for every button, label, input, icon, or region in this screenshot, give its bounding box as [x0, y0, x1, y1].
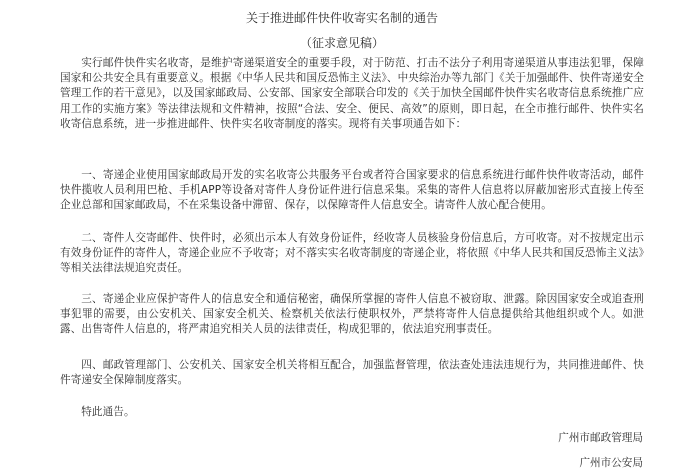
document-title: 关于推进邮件快件收寄实名制的通告: [245, 11, 438, 25]
intro-paragraph: 实行邮件快件实名收寄，是维护寄递渠道安全的重要手段，对于防范、打击不法分子利用寄递渠道从事违法犯罪，保障国家和公共安全具有重要意义。根据《中华人民共和国反恐怖主义法》、中央综治办等九部门《关于加强邮件、快件寄递安全管理工作的若干意见》，以及国家邮政局、公安部、国家安全部联合印发的《关于加快全国邮件快件实名收寄信息系统推广应用工作的实施方案》等法律法规和文件精神，按照“合法、安全、便民、高效”的原则，即日起，在全市推行邮件、快件实名收寄信息系统，进一步推进邮件、快件实名收寄制度的落实。现将有关事项通告如下：: [60, 57, 644, 130]
signature-public-security-bureau: 广州市公安局: [579, 457, 643, 469]
item-four-paragraph: 四、邮政管理部门、公安机关、国家安全机关将相互配合，加强监督管理，依法查处违法违规行为，共同推进邮件、快件寄递安全保障制度落实。: [60, 359, 644, 387]
closing-paragraph: 特此通告。: [81, 406, 135, 418]
document-subtitle: （征求意见稿）: [299, 36, 384, 50]
item-two-paragraph: 二、寄件人交寄邮件、快件时，必须出示本人有效身份证件，经收寄人员核验身份信息后，方可收寄。对不按规定出示有效身份证件的寄件人，寄递企业应不予收寄；对不落实实名收寄制度的寄递企业，将依照《中华人民共和国反恐怖主义法》等相关法律法规追究责任。: [60, 232, 644, 275]
item-three-paragraph: 三、寄递企业应保护寄件人的信息安全和通信秘密，确保所掌握的寄件人信息不被窃取、泄露。除因国家安全或追查刑事犯罪的需要，由公安机关、国家安全机关、检察机关依法行使职权外，严禁将寄件人信息提供给其他组织或个人。如泄露、出售寄件人信息的，将严肃追究相关人员的法律责任，构成犯罪的，依法追究刑事责任。: [60, 293, 644, 336]
signature-postal-bureau: 广州市邮政管理局: [558, 432, 643, 444]
item-one-paragraph: 一、寄递企业使用国家邮政局开发的实名收寄公共服务平台或者符合国家要求的信息系统进行邮件快件收寄活动，邮件快件揽收人员利用巴枪、手机APP等设备对寄件人身份证件进行信息采集。采集的寄件人信息将以屏蔽加密形式直接上传至企业总部和国家邮政局，不在采集设备中滞留、保存，以保障寄件人信息安全。请寄件人放心配合使用。: [60, 169, 644, 212]
